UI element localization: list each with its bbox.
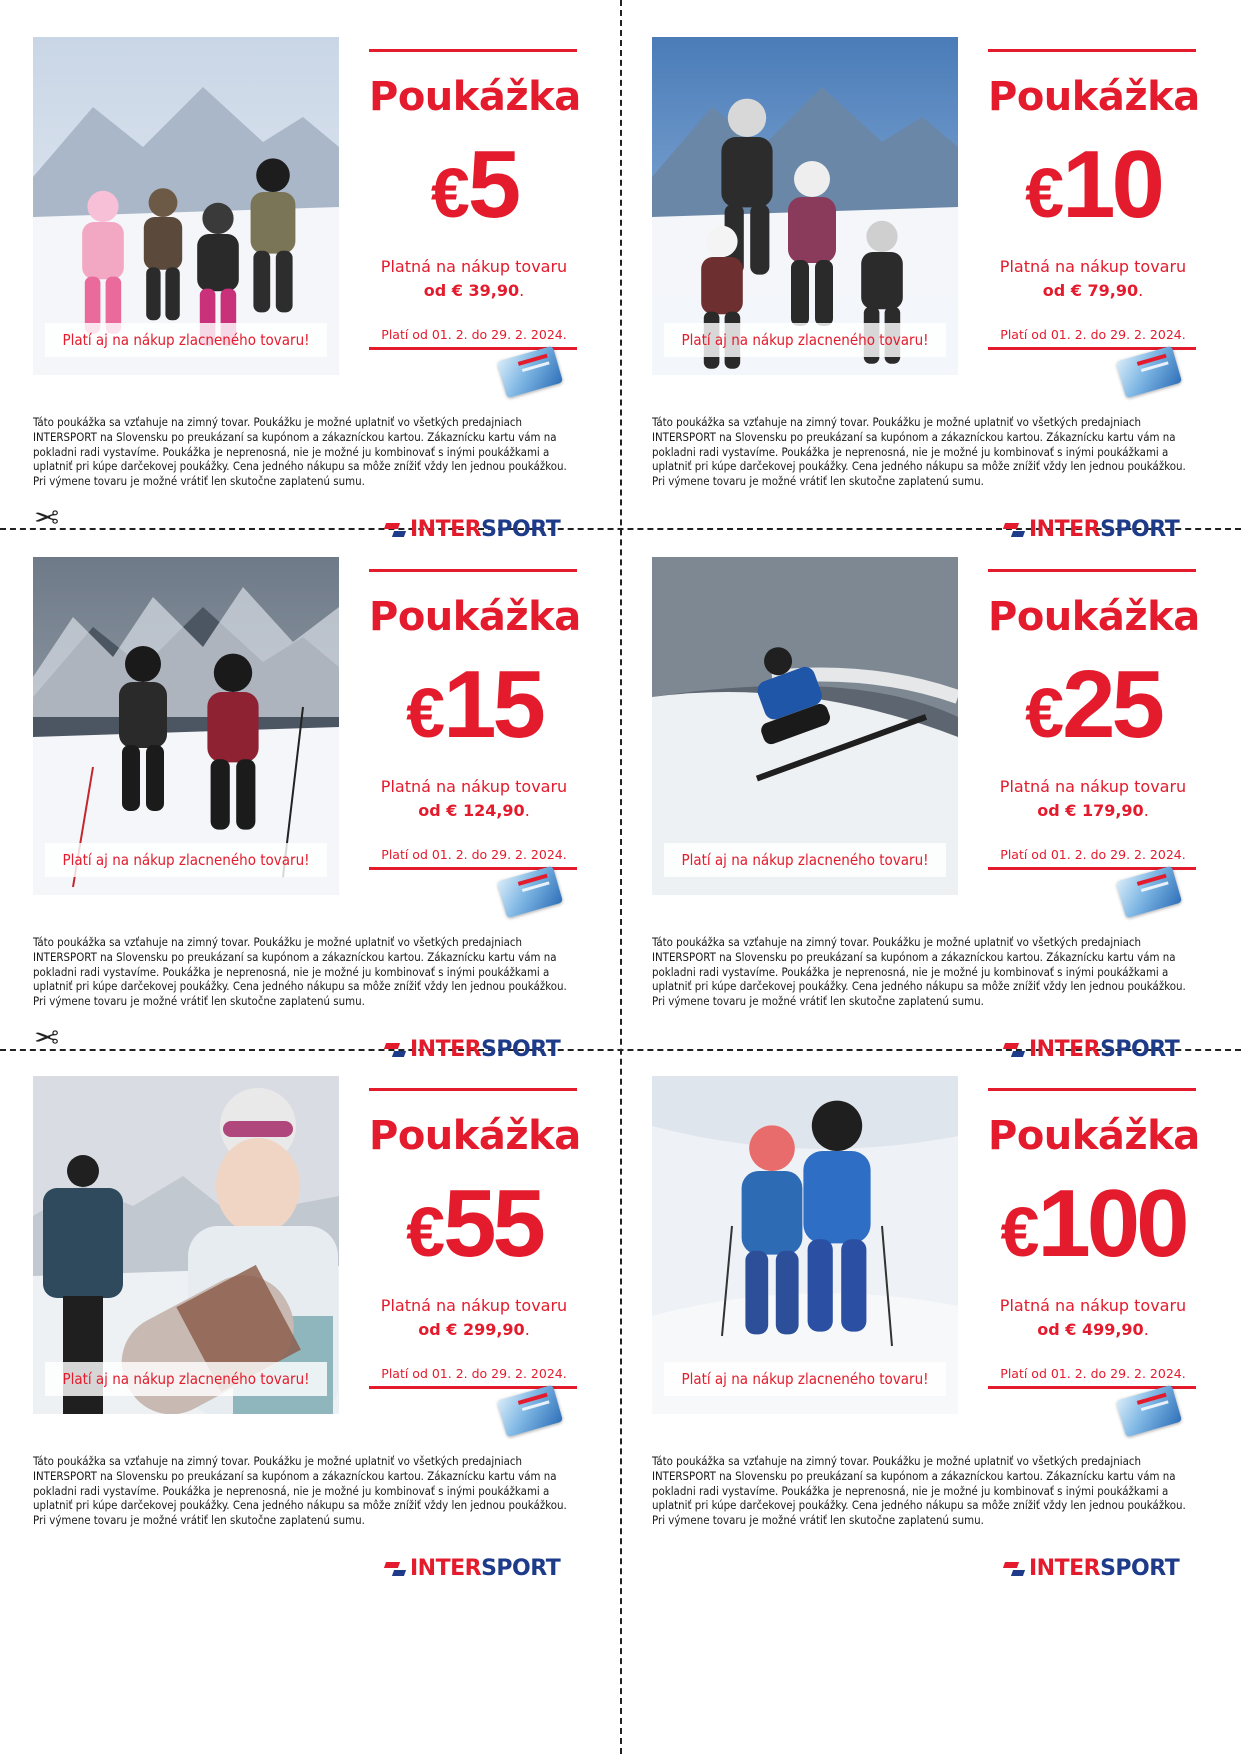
coupon-photo xyxy=(33,1076,339,1414)
amount-value: 100 xyxy=(1037,1170,1186,1277)
coupon-title: Poukážka xyxy=(988,74,1200,120)
coupon-title: Poukážka xyxy=(369,594,581,640)
logo-word-inter: INTER xyxy=(410,1556,482,1581)
coupon-title: Poukážka xyxy=(988,1113,1200,1159)
amount-value: 25 xyxy=(1062,651,1161,758)
terms-text: Táto poukážka sa vzťahuje na zimný tovar. Poukážku je možné uplatniť vo všetkých predajniach INTERSPORT na Slovensku po preukázaní sa kupónom a zákazníckou kartou. Zákaznícku kartu vám na pokladni radi vystavíme. Poukážka je neprenosná, nie je možné ju kombinovať s inými poukážkami a uplatniť pri kúpe darčekovej poukážky. Cena jedného nákupu sa môže znížiť vždy len jednou poukážkou. Pri výmene tovaru je možné vrátiť len skutočne zaplatenú sumu. xyxy=(33,1454,567,1528)
terms-text: Táto poukážka sa vzťahuje na zimný tovar. Poukážku je možné uplatniť vo všetkých predajniach INTERSPORT na Slovensku po preukázaní sa kupónom a zákazníckou kartou. Zákaznícku kartu vám na pokladni radi vystavíme. Poukážka je neprenosná, nie je možné ju kombinovať s inými poukážkami a uplatniť pri kúpe darčekovej poukážky. Cena jedného nákupu sa môže znížiť vždy len jednou poukážkou. Pri výmene tovaru je možné vrátiť len skutočne zaplatenú sumu. xyxy=(33,415,567,489)
condition-line: Platná na nákup tovaru xyxy=(380,777,568,796)
terms-text: Táto poukážka sa vzťahuje na zimný tovar. Poukážku je možné uplatniť vo všetkých predajniach INTERSPORT na Slovensku po preukázaní sa kupónom a zákazníckou kartou. Zákaznícku kartu vám na pokladni radi vystavíme. Poukážka je neprenosná, nie je možné ju kombinovať s inými poukážkami a uplatniť pri kúpe darčekovej poukážky. Cena jedného nákupu sa môže znížiť vždy len jednou poukážkou. Pri výmene tovaru je možné vrátiť len skutočne zaplatenú sumu. xyxy=(652,935,1186,1009)
coupon-10 xyxy=(652,37,1212,597)
intersport-mark-icon xyxy=(385,1560,407,1578)
purchase-condition xyxy=(988,255,1198,303)
amount-value: 15 xyxy=(443,651,542,758)
minimum-purchase-dot: . xyxy=(524,801,530,820)
top-rule xyxy=(369,569,577,572)
purchase-condition xyxy=(988,775,1198,823)
coupon-panel xyxy=(369,49,579,359)
logo-word-inter: INTER xyxy=(1029,1556,1101,1581)
minimum-purchase-dot: . xyxy=(1143,1320,1149,1339)
minimum-purchase: od € 39,90 xyxy=(423,281,520,300)
purchase-condition xyxy=(369,775,579,823)
vertical-cut-line xyxy=(620,0,622,1754)
condition-line: Platná na nákup tovaru xyxy=(380,1296,568,1315)
coupon-panel xyxy=(369,569,579,879)
validity-period: Platí od 01. 2. do 29. 2. 2024. xyxy=(381,847,567,862)
coupon-amount xyxy=(369,131,579,263)
coupon-title: Poukážka xyxy=(988,594,1200,640)
minimum-purchase: od € 124,90 xyxy=(418,801,525,820)
intersport-logo xyxy=(385,517,560,543)
purchase-condition xyxy=(369,1294,579,1342)
top-rule xyxy=(369,49,577,52)
currency-symbol: € xyxy=(1025,674,1061,752)
minimum-purchase: od € 299,90 xyxy=(418,1320,525,1339)
coupon-amount xyxy=(988,131,1198,263)
coupon-panel xyxy=(369,1088,579,1398)
terms-text: Táto poukážka sa vzťahuje na zimný tovar. Poukážku je možné uplatniť vo všetkých predajniach INTERSPORT na Slovensku po preukázaní sa kupónom a zákazníckou kartou. Zákaznícku kartu vám na pokladni radi vystavíme. Poukážka je neprenosná, nie je možné ju kombinovať s inými poukážkami a uplatniť pri kúpe darčekovej poukážky. Cena jedného nákupu sa môže znížiť vždy len jednou poukážkou. Pri výmene tovaru je možné vrátiť len skutočne zaplatenú sumu. xyxy=(652,1454,1186,1528)
coupon-photo xyxy=(652,1076,958,1414)
coupon-amount xyxy=(988,651,1198,783)
intersport-mark-icon xyxy=(385,521,407,539)
minimum-purchase-dot: . xyxy=(1138,281,1144,300)
scissors-icon: ✂ xyxy=(34,1021,60,1056)
minimum-purchase-dot: . xyxy=(519,281,525,300)
logo-word-sport: SPORT xyxy=(1100,517,1180,542)
logo-word-sport: SPORT xyxy=(1100,1556,1180,1581)
condition-line: Platná na nákup tovaru xyxy=(999,1296,1187,1315)
logo-word-sport: SPORT xyxy=(481,517,561,542)
discount-ribbon: Platí aj na nákup zlacneného tovaru! xyxy=(664,843,946,877)
coupon-title: Poukážka xyxy=(369,74,581,120)
intersport-mark-icon xyxy=(1004,1041,1026,1059)
coupon-title: Poukážka xyxy=(369,1113,581,1159)
minimum-purchase: od € 79,90 xyxy=(1042,281,1139,300)
top-rule xyxy=(988,49,1196,52)
coupon-amount xyxy=(988,1170,1198,1302)
discount-ribbon: Platí aj na nákup zlacneného tovaru! xyxy=(664,323,946,357)
intersport-logo xyxy=(385,1037,560,1063)
amount-value: 55 xyxy=(443,1170,542,1277)
logo-word-sport: SPORT xyxy=(1100,1037,1180,1062)
amount-value: 10 xyxy=(1062,131,1161,238)
terms-text: Táto poukážka sa vzťahuje na zimný tovar. Poukážku je možné uplatniť vo všetkých predajniach INTERSPORT na Slovensku po preukázaní sa kupónom a zákazníckou kartou. Zákaznícku kartu vám na pokladni radi vystavíme. Poukážka je neprenosná, nie je možné ju kombinovať s inými poukážkami a uplatniť pri kúpe darčekovej poukážky. Cena jedného nákupu sa môže znížiť vždy len jednou poukážkou. Pri výmene tovaru je možné vrátiť len skutočne zaplatenú sumu. xyxy=(33,935,567,1009)
validity-period: Platí od 01. 2. do 29. 2. 2024. xyxy=(381,327,567,342)
top-rule xyxy=(988,569,1196,572)
logo-word-sport: SPORT xyxy=(481,1037,561,1062)
intersport-logo xyxy=(1004,517,1179,543)
intersport-mark-icon xyxy=(1004,521,1026,539)
scissors-icon: ✂ xyxy=(34,501,60,536)
top-rule xyxy=(369,1088,577,1091)
minimum-purchase-dot: . xyxy=(1143,801,1149,820)
coupon-25 xyxy=(652,557,1212,1117)
coupon-amount xyxy=(369,651,579,783)
currency-symbol: € xyxy=(1000,1193,1036,1271)
coupon-15 xyxy=(33,557,593,1117)
validity-period: Platí od 01. 2. do 29. 2. 2024. xyxy=(1000,1366,1186,1381)
coupon-panel xyxy=(988,49,1198,359)
logo-word-inter: INTER xyxy=(410,1037,482,1062)
validity-period: Platí od 01. 2. do 29. 2. 2024. xyxy=(1000,847,1186,862)
logo-word-sport: SPORT xyxy=(481,1556,561,1581)
currency-symbol: € xyxy=(1025,154,1061,232)
minimum-purchase: od € 499,90 xyxy=(1037,1320,1144,1339)
coupon-55 xyxy=(33,1076,593,1636)
logo-word-inter: INTER xyxy=(1029,517,1101,542)
purchase-condition xyxy=(988,1294,1198,1342)
minimum-purchase: od € 179,90 xyxy=(1037,801,1144,820)
condition-line: Platná na nákup tovaru xyxy=(380,257,568,276)
amount-value: 5 xyxy=(467,131,518,238)
validity-period: Platí od 01. 2. do 29. 2. 2024. xyxy=(1000,327,1186,342)
currency-symbol: € xyxy=(406,1193,442,1271)
logo-word-inter: INTER xyxy=(1029,1037,1101,1062)
discount-ribbon: Platí aj na nákup zlacneného tovaru! xyxy=(45,1362,327,1396)
currency-symbol: € xyxy=(406,674,442,752)
coupon-100 xyxy=(652,1076,1212,1636)
intersport-mark-icon xyxy=(1004,1560,1026,1578)
coupon-photo xyxy=(33,37,339,375)
top-rule xyxy=(988,1088,1196,1091)
discount-ribbon: Platí aj na nákup zlacneného tovaru! xyxy=(45,843,327,877)
coupon-photo xyxy=(652,37,958,375)
terms-text: Táto poukážka sa vzťahuje na zimný tovar. Poukážku je možné uplatniť vo všetkých predajniach INTERSPORT na Slovensku po preukázaní sa kupónom a zákazníckou kartou. Zákaznícku kartu vám na pokladni radi vystavíme. Poukážka je neprenosná, nie je možné ju kombinovať s inými poukážkami a uplatniť pri kúpe darčekovej poukážky. Cena jedného nákupu sa môže znížiť vždy len jednou poukážkou. Pri výmene tovaru je možné vrátiť len skutočne zaplatenú sumu. xyxy=(652,415,1186,489)
currency-symbol: € xyxy=(430,154,466,232)
condition-line: Platná na nákup tovaru xyxy=(999,257,1187,276)
minimum-purchase-dot: . xyxy=(524,1320,530,1339)
condition-line: Platná na nákup tovaru xyxy=(999,777,1187,796)
discount-ribbon: Platí aj na nákup zlacneného tovaru! xyxy=(664,1362,946,1396)
validity-period: Platí od 01. 2. do 29. 2. 2024. xyxy=(381,1366,567,1381)
logo-word-inter: INTER xyxy=(410,517,482,542)
intersport-logo xyxy=(385,1556,560,1582)
coupon-amount xyxy=(369,1170,579,1302)
intersport-mark-icon xyxy=(385,1041,407,1059)
intersport-logo xyxy=(1004,1556,1179,1582)
intersport-logo xyxy=(1004,1037,1179,1063)
discount-ribbon: Platí aj na nákup zlacneného tovaru! xyxy=(45,323,327,357)
coupon-photo xyxy=(652,557,958,895)
coupon-photo xyxy=(33,557,339,895)
coupon-panel xyxy=(988,1088,1198,1398)
coupon-5 xyxy=(33,37,593,597)
purchase-condition xyxy=(369,255,579,303)
coupon-panel xyxy=(988,569,1198,879)
